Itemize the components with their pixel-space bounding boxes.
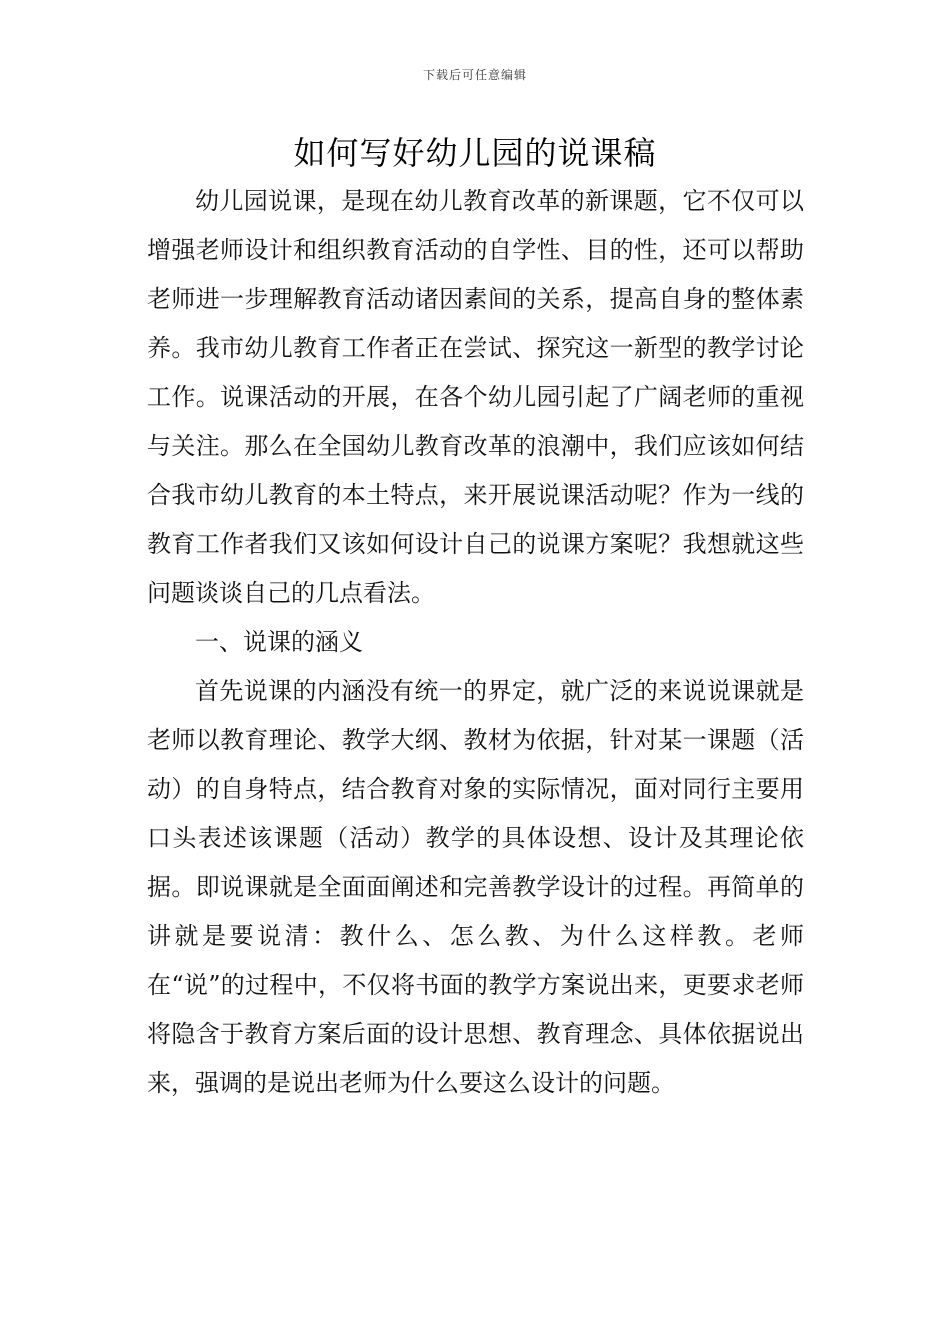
section-heading: 一、说课的涵义 (195, 628, 363, 656)
intro-paragraph: 幼儿园说课，是现在幼儿教育改革的新课题，它不仅可以增强老师设计和组织教育活动的自学性、目的性，还可以帮助老师进一步理解教育活动诸因素间的关系，提高自身的整体素养。我市幼儿教育工作者正在尝试、探究这一新型的教学讨论工作。说课活动的开展，在各个幼儿园引起了广阔老师的重视与关注。那么在全国幼儿教育改革的浪潮中，我们应该如何结合我市幼儿教育的本土特点，来开展说课活动呢？作为一线的教育工作者我们又该如何设计自己的说课方案呢？我想就这些问题谈谈自己的几点看法。 (147, 187, 804, 607)
document-title: 如何写好幼儿园的说课稿 (293, 134, 657, 172)
document-body (147, 177, 804, 1108)
header-note: 下载后可任意编辑 (422, 68, 527, 82)
section-paragraph: 首先说课的内涵没有统一的界定，就广泛的来说说课就是老师以教育理论、教学大纲、教材为依据，针对某一课题（活动）的自身特点，结合教育对象的实际情况，面对同行主要用口头表述该课题（活动）教学的具体设想、设计及其理论依据。即说课就是全面面阐述和完善教学设计的过程。再简单的讲就是要说清：教什么、怎么教、为什么这样教。老师在“说”的过程中，不仅将书面的教学方案说出来，更要求老师将隐含于教育方案后面的设计思想、教育理念、具体依据说出来，强调的是说出老师为什么要这么设计的问题。 (147, 677, 804, 1097)
